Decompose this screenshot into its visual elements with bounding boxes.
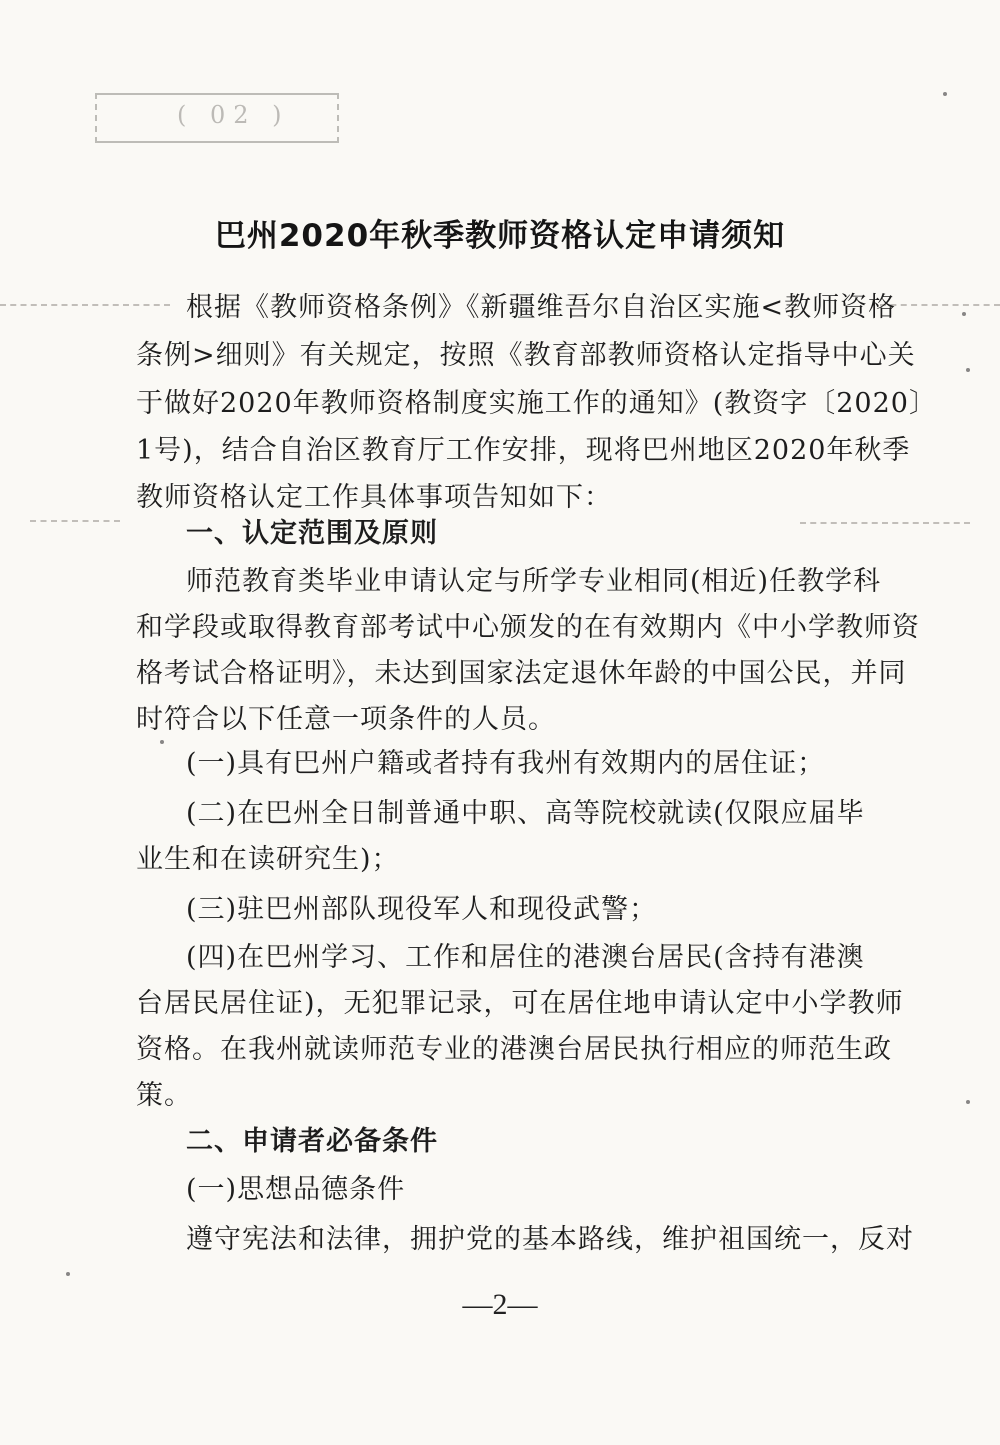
page-number: —2— bbox=[462, 1288, 538, 1321]
document-title: 巴州2020年秋季教师资格认定申请须知 bbox=[214, 218, 786, 254]
scan-speck bbox=[66, 1272, 70, 1276]
list-item: (二)在巴州全日制普通中职、高等院校就读(仅限应届毕 bbox=[186, 798, 865, 829]
scan-speck bbox=[943, 92, 947, 96]
paragraph-line: 遵守宪法和法律，拥护党的基本路线，维护祖国统一，反对 bbox=[186, 1224, 914, 1255]
paragraph-line: 和学段或取得教育部考试中心颁发的在有效期内《中小学教师资 bbox=[136, 612, 920, 643]
section-heading-1: 一、认定范围及原则 bbox=[186, 518, 438, 549]
paragraph-line: 于做好2020年教师资格制度实施工作的通知》(教资字〔2020〕 bbox=[136, 388, 937, 419]
paragraph-line: 时符合以下任意一项条件的人员。 bbox=[136, 704, 556, 735]
paragraph-line: 教师资格认定工作具体事项告知如下： bbox=[136, 482, 612, 513]
paragraph-line: 格考试合格证明》，未达到国家法定退休年龄的中国公民，并同 bbox=[136, 658, 907, 689]
section-heading-2: 二、申请者必备条件 bbox=[186, 1126, 438, 1157]
paragraph-line: 策。 bbox=[136, 1080, 192, 1111]
scan-artifact bbox=[880, 304, 1000, 306]
paragraph-line: 台居民居住证)，无犯罪记录，可在居住地申请认定中小学教师 bbox=[136, 988, 904, 1019]
scan-artifact bbox=[30, 520, 120, 522]
paragraph-line: 业生和在读研究生)； bbox=[136, 844, 400, 875]
paragraph-line: 条例>细则》有关规定，按照《教育部教师资格认定指导中心关 bbox=[136, 340, 916, 371]
paragraph-line: 1号)，结合自治区教育厅工作安排，现将巴州地区2020年秋季 bbox=[136, 435, 911, 466]
stamp-text: ( 02 ) bbox=[177, 101, 290, 129]
scan-artifact bbox=[0, 304, 170, 306]
scan-speck bbox=[966, 1100, 970, 1104]
scan-speck bbox=[160, 740, 164, 744]
subsection-heading: (一)思想品德条件 bbox=[186, 1174, 406, 1205]
list-item: (三)驻巴州部队现役军人和现役武警； bbox=[186, 894, 658, 925]
list-item: (四)在巴州学习、工作和居住的港澳台居民(含持有港澳 bbox=[186, 942, 865, 973]
scan-speck bbox=[966, 368, 970, 372]
paragraph-line: 根据《教师资格条例》《新疆维吾尔自治区实施<教师资格 bbox=[186, 292, 897, 323]
document-number-stamp bbox=[95, 93, 339, 143]
paragraph-line: 资格。在我州就读师范专业的港澳台居民执行相应的师范生政 bbox=[136, 1034, 892, 1065]
scan-speck bbox=[962, 312, 966, 316]
list-item: (一)具有巴州户籍或者持有我州有效期内的居住证； bbox=[186, 748, 826, 779]
paragraph-line: 师范教育类毕业申请认定与所学专业相同(相近)任教学科 bbox=[186, 566, 882, 597]
